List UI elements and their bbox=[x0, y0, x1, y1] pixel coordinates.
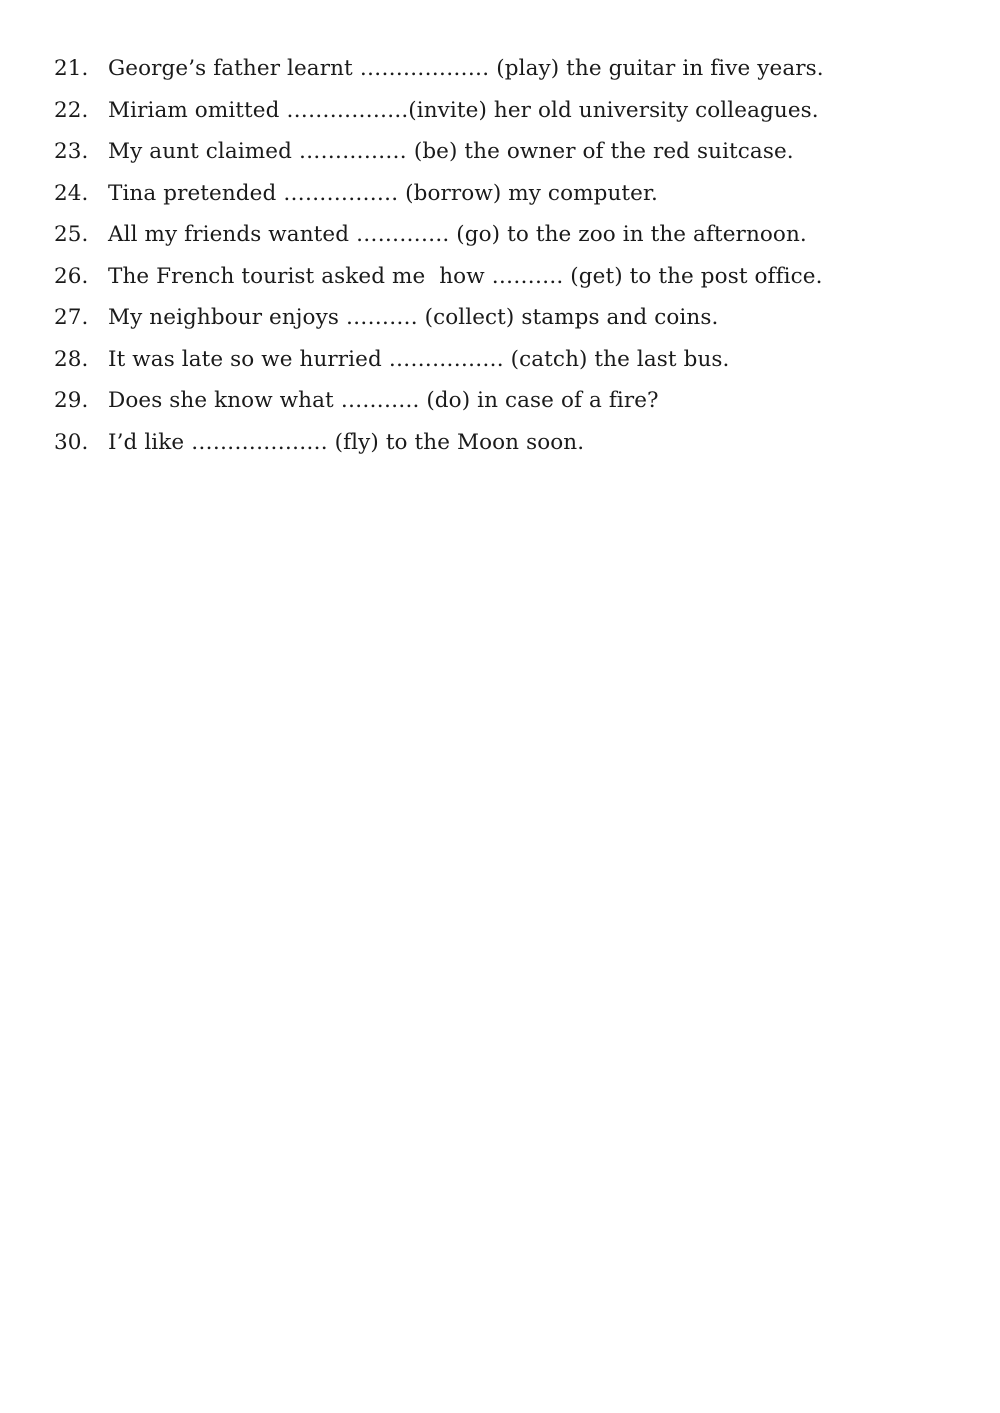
exercise-item-27 bbox=[54, 305, 974, 347]
exercise-number: 21. bbox=[54, 56, 89, 81]
exercise-sentence: It was late so we hurried ……………. (catch) the last bus. bbox=[108, 346, 730, 372]
exercise-item-23 bbox=[54, 139, 974, 181]
exercise-number: 26. bbox=[54, 263, 89, 289]
exercise-sentence: My neighbour enjoys ………. (collect) stamps and coins. bbox=[108, 305, 719, 330]
exercise-number: 24. bbox=[54, 180, 89, 206]
exercise-number: 22. bbox=[54, 97, 89, 123]
exercise-item-28 bbox=[54, 347, 974, 389]
exercise-list bbox=[54, 56, 974, 471]
exercise-number: 27. bbox=[54, 305, 89, 330]
exercise-number: 29. bbox=[54, 388, 89, 413]
exercise-sentence: I’d like ………………. (fly) to the Moon soon. bbox=[108, 429, 585, 455]
exercise-item-26 bbox=[54, 264, 974, 306]
exercise-number: 28. bbox=[54, 346, 89, 372]
exercise-item-25 bbox=[54, 222, 974, 264]
exercise-item-21 bbox=[54, 56, 974, 98]
exercise-item-22 bbox=[54, 98, 974, 140]
exercise-number: 25. bbox=[54, 222, 89, 247]
exercise-item-30 bbox=[54, 430, 974, 472]
exercise-number: 30. bbox=[54, 429, 89, 455]
exercise-item-24 bbox=[54, 181, 974, 223]
exercise-sentence: Miriam omitted ……………..(invite) her old university colleagues. bbox=[108, 97, 819, 123]
exercise-number: 23. bbox=[54, 139, 89, 164]
exercise-sentence: My aunt claimed …………… (be) the owner of the red suitcase. bbox=[108, 139, 794, 164]
exercise-item-29 bbox=[54, 388, 974, 430]
exercise-sentence: Does she know what ……….. (do) in case of a fire? bbox=[108, 388, 659, 413]
exercise-sentence: All my friends wanted …………. (go) to the zoo in the afternoon. bbox=[108, 222, 807, 247]
exercise-sentence: Tina pretended ……………. (borrow) my computer. bbox=[108, 180, 658, 206]
exercise-sentence: George’s father learnt ……………… (play) the guitar in five years. bbox=[108, 56, 824, 81]
exercise-sentence: The French tourist asked me how ………. (get) to the post office. bbox=[108, 263, 823, 289]
